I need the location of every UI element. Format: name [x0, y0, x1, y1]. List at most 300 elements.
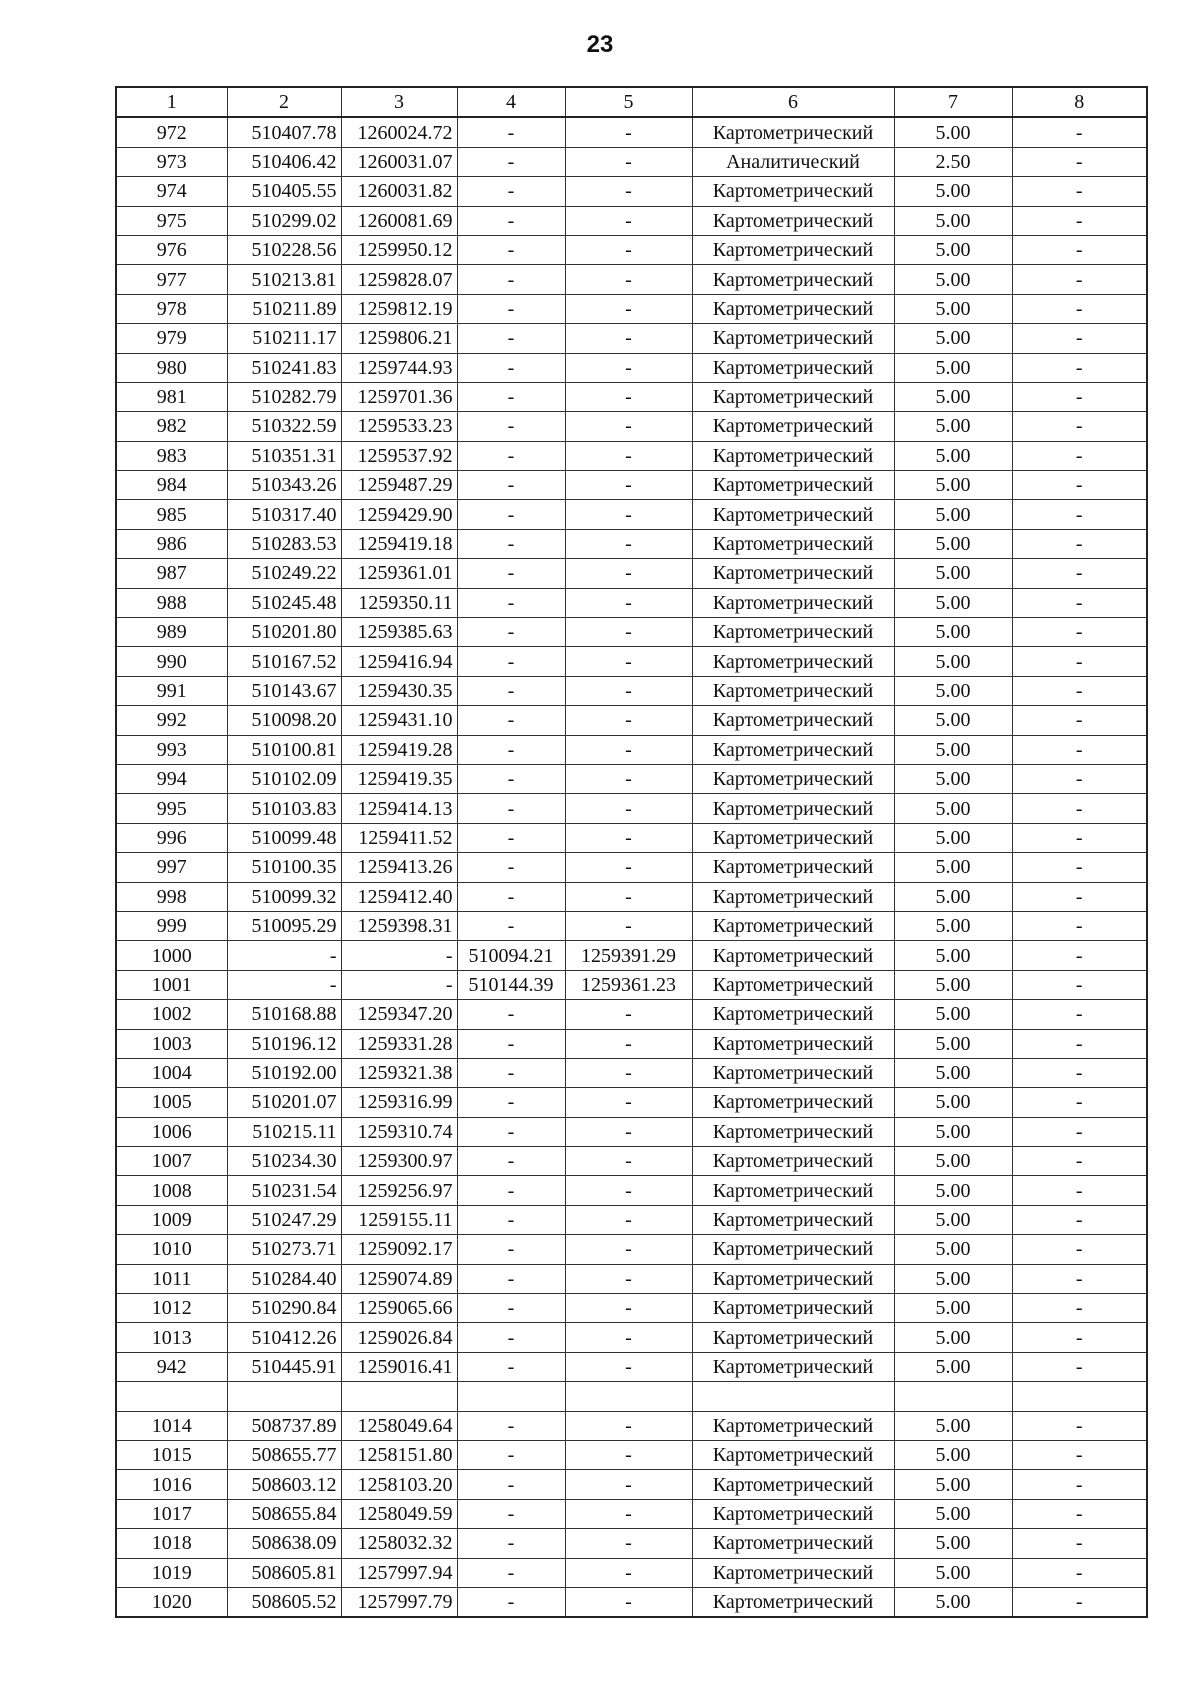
- table-row: [116, 1029, 1147, 1058]
- point-number-cell: 988: [116, 588, 227, 617]
- new-y-cell: -: [565, 1529, 692, 1558]
- new-y-cell: -: [565, 823, 692, 852]
- new-y-cell: -: [565, 353, 692, 382]
- new-y-cell: -: [565, 1264, 692, 1293]
- method-cell: Картометрический: [692, 265, 894, 294]
- x-coordinate-cell: 510234.30: [227, 1147, 341, 1176]
- note-cell: -: [1012, 823, 1147, 852]
- note-cell: -: [1012, 735, 1147, 764]
- table-row: [116, 294, 1147, 323]
- method-cell: Картометрический: [692, 1029, 894, 1058]
- note-cell: -: [1012, 1558, 1147, 1587]
- accuracy-cell: 5.00: [894, 1294, 1012, 1323]
- new-y-cell: -: [565, 911, 692, 940]
- new-y-cell: -: [565, 177, 692, 206]
- new-x-cell: -: [457, 823, 565, 852]
- x-coordinate-cell: 510215.11: [227, 1117, 341, 1146]
- new-y-cell: -: [565, 1323, 692, 1352]
- new-x-cell: -: [457, 529, 565, 558]
- table-row: [116, 588, 1147, 617]
- table-row: [116, 676, 1147, 705]
- accuracy-cell: 5.00: [894, 1587, 1012, 1617]
- method-cell: Картометрический: [692, 294, 894, 323]
- x-coordinate-cell: 510351.31: [227, 441, 341, 470]
- column-header: 8: [1012, 87, 1147, 117]
- note-cell: -: [1012, 882, 1147, 911]
- x-coordinate-cell: 510317.40: [227, 500, 341, 529]
- accuracy-cell: 5.00: [894, 794, 1012, 823]
- note-cell: -: [1012, 1411, 1147, 1440]
- method-cell: Картометрический: [692, 529, 894, 558]
- x-coordinate-cell: 510273.71: [227, 1235, 341, 1264]
- point-number-cell: 978: [116, 294, 227, 323]
- x-coordinate-cell: 510192.00: [227, 1058, 341, 1087]
- accuracy-cell: 5.00: [894, 618, 1012, 647]
- accuracy-cell: 5.00: [894, 1323, 1012, 1352]
- y-coordinate-cell: 1259074.89: [341, 1264, 457, 1293]
- method-cell: Картометрический: [692, 941, 894, 970]
- accuracy-cell: 5.00: [894, 676, 1012, 705]
- note-cell: -: [1012, 235, 1147, 264]
- table-row: [116, 1499, 1147, 1528]
- method-cell: Картометрический: [692, 1147, 894, 1176]
- table-row: [116, 147, 1147, 176]
- new-x-cell: [457, 1382, 565, 1411]
- column-header: 2: [227, 87, 341, 117]
- note-cell: -: [1012, 117, 1147, 147]
- accuracy-cell: 5.00: [894, 324, 1012, 353]
- new-y-cell: -: [565, 1411, 692, 1440]
- table-row: [116, 235, 1147, 264]
- column-header: 4: [457, 87, 565, 117]
- accuracy-cell: 5.00: [894, 1470, 1012, 1499]
- method-cell: Картометрический: [692, 1117, 894, 1146]
- accuracy-cell: 5.00: [894, 412, 1012, 441]
- point-number-cell: 992: [116, 706, 227, 735]
- new-x-cell: -: [457, 1411, 565, 1440]
- accuracy-cell: 5.00: [894, 706, 1012, 735]
- new-y-cell: -: [565, 1176, 692, 1205]
- point-number-cell: 1012: [116, 1294, 227, 1323]
- y-coordinate-cell: 1259412.40: [341, 882, 457, 911]
- new-y-cell: -: [565, 1147, 692, 1176]
- method-cell: Картометрический: [692, 1058, 894, 1087]
- table-row: [116, 823, 1147, 852]
- new-x-cell: 510144.39: [457, 970, 565, 999]
- column-header: 7: [894, 87, 1012, 117]
- y-coordinate-cell: 1259321.38: [341, 1058, 457, 1087]
- new-x-cell: -: [457, 618, 565, 647]
- new-y-cell: -: [565, 735, 692, 764]
- table-row: [116, 559, 1147, 588]
- x-coordinate-cell: 510322.59: [227, 412, 341, 441]
- y-coordinate-cell: [341, 1382, 457, 1411]
- x-coordinate-cell: 510247.29: [227, 1205, 341, 1234]
- point-number-cell: 1017: [116, 1499, 227, 1528]
- new-x-cell: -: [457, 1529, 565, 1558]
- y-coordinate-cell: -: [341, 970, 457, 999]
- y-coordinate-cell: 1258151.80: [341, 1440, 457, 1469]
- note-cell: -: [1012, 1294, 1147, 1323]
- table-row: [116, 117, 1147, 147]
- new-x-cell: -: [457, 559, 565, 588]
- accuracy-cell: 5.00: [894, 735, 1012, 764]
- new-x-cell: -: [457, 1029, 565, 1058]
- accuracy-cell: 5.00: [894, 588, 1012, 617]
- accuracy-cell: [894, 1382, 1012, 1411]
- new-x-cell: -: [457, 853, 565, 882]
- note-cell: -: [1012, 1117, 1147, 1146]
- x-coordinate-cell: 510102.09: [227, 764, 341, 793]
- accuracy-cell: 5.00: [894, 117, 1012, 147]
- x-coordinate-cell: 510245.48: [227, 588, 341, 617]
- note-cell: -: [1012, 588, 1147, 617]
- table-row: [116, 618, 1147, 647]
- accuracy-cell: 5.00: [894, 500, 1012, 529]
- new-x-cell: -: [457, 1323, 565, 1352]
- method-cell: Картометрический: [692, 911, 894, 940]
- y-coordinate-cell: 1259310.74: [341, 1117, 457, 1146]
- x-coordinate-cell: 510099.32: [227, 882, 341, 911]
- point-number-cell: 974: [116, 177, 227, 206]
- accuracy-cell: 5.00: [894, 177, 1012, 206]
- note-cell: -: [1012, 1029, 1147, 1058]
- table-row: [116, 324, 1147, 353]
- new-y-cell: -: [565, 1088, 692, 1117]
- new-x-cell: -: [457, 764, 565, 793]
- method-cell: [692, 1382, 894, 1411]
- method-cell: Картометрический: [692, 588, 894, 617]
- y-coordinate-cell: 1259414.13: [341, 794, 457, 823]
- method-cell: Картометрический: [692, 794, 894, 823]
- x-coordinate-cell: 510445.91: [227, 1352, 341, 1381]
- x-coordinate-cell: 510283.53: [227, 529, 341, 558]
- point-number-cell: 990: [116, 647, 227, 676]
- note-cell: -: [1012, 1058, 1147, 1087]
- x-coordinate-cell: 508605.81: [227, 1558, 341, 1587]
- method-cell: Картометрический: [692, 676, 894, 705]
- table-row: [116, 794, 1147, 823]
- y-coordinate-cell: 1259155.11: [341, 1205, 457, 1234]
- accuracy-cell: 5.00: [894, 1499, 1012, 1528]
- x-coordinate-cell: 508655.77: [227, 1440, 341, 1469]
- accuracy-cell: 5.00: [894, 1058, 1012, 1087]
- new-x-cell: -: [457, 1499, 565, 1528]
- point-number-cell: 994: [116, 764, 227, 793]
- new-y-cell: -: [565, 294, 692, 323]
- y-coordinate-cell: 1259347.20: [341, 1000, 457, 1029]
- point-number-cell: 1007: [116, 1147, 227, 1176]
- y-coordinate-cell: 1259419.35: [341, 764, 457, 793]
- new-y-cell: -: [565, 500, 692, 529]
- table-row: [116, 1264, 1147, 1293]
- x-coordinate-cell: 510143.67: [227, 676, 341, 705]
- accuracy-cell: 5.00: [894, 1264, 1012, 1293]
- new-y-cell: -: [565, 1235, 692, 1264]
- new-y-cell: -: [565, 265, 692, 294]
- point-number-cell: 991: [116, 676, 227, 705]
- y-coordinate-cell: 1259065.66: [341, 1294, 457, 1323]
- table-row: [116, 1323, 1147, 1352]
- y-coordinate-cell: 1259950.12: [341, 235, 457, 264]
- new-y-cell: -: [565, 1587, 692, 1617]
- method-cell: Картометрический: [692, 235, 894, 264]
- method-cell: Картометрический: [692, 441, 894, 470]
- new-x-cell: -: [457, 206, 565, 235]
- note-cell: -: [1012, 382, 1147, 411]
- point-number-cell: 981: [116, 382, 227, 411]
- note-cell: -: [1012, 911, 1147, 940]
- method-cell: Картометрический: [692, 882, 894, 911]
- table-row: [116, 412, 1147, 441]
- accuracy-cell: 5.00: [894, 382, 1012, 411]
- accuracy-cell: 5.00: [894, 559, 1012, 588]
- method-cell: Аналитический: [692, 147, 894, 176]
- x-coordinate-cell: -: [227, 970, 341, 999]
- method-cell: Картометрический: [692, 500, 894, 529]
- note-cell: -: [1012, 676, 1147, 705]
- y-coordinate-cell: 1258103.20: [341, 1470, 457, 1499]
- table-header-row: [116, 87, 1147, 117]
- point-number-cell: 1010: [116, 1235, 227, 1264]
- y-coordinate-cell: 1259430.35: [341, 676, 457, 705]
- table-row: [116, 265, 1147, 294]
- table-row: [116, 353, 1147, 382]
- y-coordinate-cell: 1259744.93: [341, 353, 457, 382]
- coordinates-table: [115, 86, 1148, 1618]
- new-y-cell: -: [565, 764, 692, 793]
- accuracy-cell: 5.00: [894, 235, 1012, 264]
- accuracy-cell: 5.00: [894, 529, 1012, 558]
- y-coordinate-cell: 1259416.94: [341, 647, 457, 676]
- table-row: [116, 1529, 1147, 1558]
- point-number-cell: 1015: [116, 1440, 227, 1469]
- new-x-cell: -: [457, 1440, 565, 1469]
- accuracy-cell: 5.00: [894, 941, 1012, 970]
- y-coordinate-cell: 1259533.23: [341, 412, 457, 441]
- method-cell: Картометрический: [692, 1205, 894, 1234]
- new-y-cell: -: [565, 647, 692, 676]
- note-cell: -: [1012, 1235, 1147, 1264]
- method-cell: Картометрический: [692, 1294, 894, 1323]
- new-y-cell: -: [565, 1470, 692, 1499]
- new-x-cell: -: [457, 235, 565, 264]
- new-y-cell: -: [565, 1294, 692, 1323]
- new-x-cell: -: [457, 588, 565, 617]
- x-coordinate-cell: [227, 1382, 341, 1411]
- note-cell: -: [1012, 294, 1147, 323]
- note-cell: -: [1012, 1499, 1147, 1528]
- accuracy-cell: 5.00: [894, 823, 1012, 852]
- new-x-cell: -: [457, 706, 565, 735]
- table-row: [116, 1147, 1147, 1176]
- note-cell: -: [1012, 1587, 1147, 1617]
- x-coordinate-cell: 510412.26: [227, 1323, 341, 1352]
- column-header: 6: [692, 87, 894, 117]
- note-cell: -: [1012, 147, 1147, 176]
- point-number-cell: 1014: [116, 1411, 227, 1440]
- y-coordinate-cell: 1259429.90: [341, 500, 457, 529]
- note-cell: -: [1012, 706, 1147, 735]
- new-x-cell: -: [457, 676, 565, 705]
- table-row: [116, 1440, 1147, 1469]
- new-y-cell: -: [565, 324, 692, 353]
- new-y-cell: -: [565, 794, 692, 823]
- note-cell: -: [1012, 324, 1147, 353]
- x-coordinate-cell: 510168.88: [227, 1000, 341, 1029]
- method-cell: Картометрический: [692, 1587, 894, 1617]
- new-x-cell: -: [457, 441, 565, 470]
- point-number-cell: 1008: [116, 1176, 227, 1205]
- new-y-cell: -: [565, 382, 692, 411]
- column-header: 5: [565, 87, 692, 117]
- point-number-cell: 975: [116, 206, 227, 235]
- accuracy-cell: 5.00: [894, 853, 1012, 882]
- x-coordinate-cell: 510103.83: [227, 794, 341, 823]
- table-row: [116, 177, 1147, 206]
- method-cell: Картометрический: [692, 1529, 894, 1558]
- accuracy-cell: 5.00: [894, 764, 1012, 793]
- new-x-cell: 510094.21: [457, 941, 565, 970]
- x-coordinate-cell: 510231.54: [227, 1176, 341, 1205]
- new-x-cell: -: [457, 147, 565, 176]
- method-cell: Картометрический: [692, 324, 894, 353]
- table-row: [116, 471, 1147, 500]
- new-x-cell: -: [457, 412, 565, 441]
- x-coordinate-cell: 510201.07: [227, 1088, 341, 1117]
- note-cell: -: [1012, 1176, 1147, 1205]
- table-row: [116, 529, 1147, 558]
- table-row: [116, 1000, 1147, 1029]
- new-x-cell: -: [457, 735, 565, 764]
- x-coordinate-cell: 510167.52: [227, 647, 341, 676]
- new-y-cell: -: [565, 206, 692, 235]
- table-row: [116, 382, 1147, 411]
- method-cell: Картометрический: [692, 1470, 894, 1499]
- y-coordinate-cell: 1260031.82: [341, 177, 457, 206]
- y-coordinate-cell: 1260024.72: [341, 117, 457, 147]
- method-cell: Картометрический: [692, 823, 894, 852]
- x-coordinate-cell: 508737.89: [227, 1411, 341, 1440]
- point-number-cell: 1016: [116, 1470, 227, 1499]
- y-coordinate-cell: 1259300.97: [341, 1147, 457, 1176]
- y-coordinate-cell: 1259316.99: [341, 1088, 457, 1117]
- accuracy-cell: 5.00: [894, 206, 1012, 235]
- point-number-cell: 996: [116, 823, 227, 852]
- note-cell: -: [1012, 1529, 1147, 1558]
- x-coordinate-cell: 510282.79: [227, 382, 341, 411]
- method-cell: Картометрический: [692, 559, 894, 588]
- note-cell: -: [1012, 265, 1147, 294]
- method-cell: Картометрический: [692, 206, 894, 235]
- accuracy-cell: 5.00: [894, 1411, 1012, 1440]
- method-cell: Картометрический: [692, 177, 894, 206]
- new-y-cell: -: [565, 559, 692, 588]
- accuracy-cell: 5.00: [894, 1176, 1012, 1205]
- new-y-cell: -: [565, 1205, 692, 1234]
- accuracy-cell: 5.00: [894, 1352, 1012, 1381]
- new-x-cell: -: [457, 1264, 565, 1293]
- y-coordinate-cell: 1259385.63: [341, 618, 457, 647]
- y-coordinate-cell: 1259092.17: [341, 1235, 457, 1264]
- accuracy-cell: 5.00: [894, 1558, 1012, 1587]
- y-coordinate-cell: 1259487.29: [341, 471, 457, 500]
- method-cell: Картометрический: [692, 970, 894, 999]
- new-y-cell: -: [565, 588, 692, 617]
- y-coordinate-cell: 1258032.32: [341, 1529, 457, 1558]
- point-number-cell: 987: [116, 559, 227, 588]
- new-y-cell: -: [565, 676, 692, 705]
- note-cell: -: [1012, 618, 1147, 647]
- note-cell: -: [1012, 647, 1147, 676]
- table-row: [116, 1352, 1147, 1381]
- page-number: 23: [586, 31, 614, 58]
- column-header: 1: [116, 87, 227, 117]
- point-number-cell: 1009: [116, 1205, 227, 1234]
- point-number-cell: 997: [116, 853, 227, 882]
- table-row: [116, 500, 1147, 529]
- y-coordinate-cell: 1259413.26: [341, 853, 457, 882]
- table-row: [116, 1117, 1147, 1146]
- y-coordinate-cell: 1259812.19: [341, 294, 457, 323]
- table-row: [116, 1058, 1147, 1087]
- x-coordinate-cell: 510211.17: [227, 324, 341, 353]
- method-cell: Картометрический: [692, 1558, 894, 1587]
- note-cell: -: [1012, 412, 1147, 441]
- new-y-cell: -: [565, 471, 692, 500]
- new-x-cell: -: [457, 1558, 565, 1587]
- y-coordinate-cell: 1259537.92: [341, 441, 457, 470]
- table-row: [116, 1205, 1147, 1234]
- point-number-cell: 983: [116, 441, 227, 470]
- method-cell: Картометрический: [692, 471, 894, 500]
- point-number-cell: 1003: [116, 1029, 227, 1058]
- method-cell: Картометрический: [692, 1499, 894, 1528]
- note-cell: -: [1012, 941, 1147, 970]
- point-number-cell: 985: [116, 500, 227, 529]
- point-number-cell: 986: [116, 529, 227, 558]
- point-number-cell: 979: [116, 324, 227, 353]
- x-coordinate-cell: 510290.84: [227, 1294, 341, 1323]
- x-coordinate-cell: 508605.52: [227, 1587, 341, 1617]
- point-number-cell: 993: [116, 735, 227, 764]
- method-cell: Картометрический: [692, 353, 894, 382]
- table-row: [116, 647, 1147, 676]
- table-row: [116, 706, 1147, 735]
- x-coordinate-cell: 510299.02: [227, 206, 341, 235]
- new-x-cell: -: [457, 1058, 565, 1087]
- point-number-cell: 1000: [116, 941, 227, 970]
- accuracy-cell: 5.00: [894, 911, 1012, 940]
- y-coordinate-cell: 1260031.07: [341, 147, 457, 176]
- new-y-cell: -: [565, 529, 692, 558]
- method-cell: Картометрический: [692, 1088, 894, 1117]
- note-cell: -: [1012, 471, 1147, 500]
- new-y-cell: -: [565, 441, 692, 470]
- accuracy-cell: 5.00: [894, 1235, 1012, 1264]
- note-cell: -: [1012, 1323, 1147, 1352]
- point-number-cell: 1004: [116, 1058, 227, 1087]
- accuracy-cell: 5.00: [894, 970, 1012, 999]
- new-x-cell: -: [457, 911, 565, 940]
- table-row: [116, 1088, 1147, 1117]
- x-coordinate-cell: 510407.78: [227, 117, 341, 147]
- note-cell: -: [1012, 1147, 1147, 1176]
- method-cell: Картометрический: [692, 1352, 894, 1381]
- accuracy-cell: 5.00: [894, 1000, 1012, 1029]
- method-cell: Картометрический: [692, 1411, 894, 1440]
- table-row: [116, 1470, 1147, 1499]
